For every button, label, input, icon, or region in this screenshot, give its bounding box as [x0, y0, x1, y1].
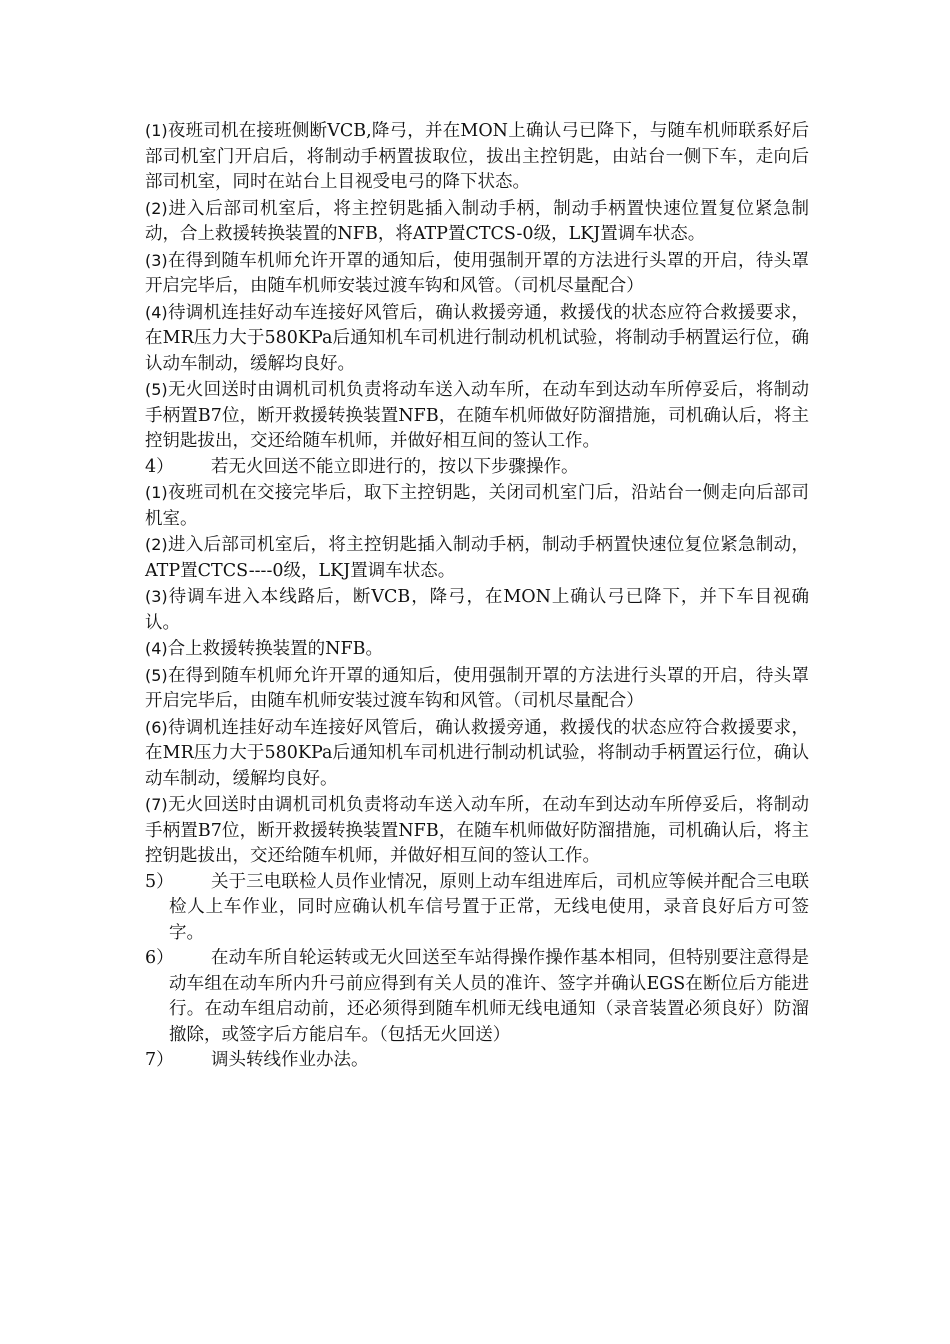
paragraph-text: 待调机连挂好动车连接好风管后，确认救援旁通，救援伐的状态应符合救援要求，在MR压力大于580KPa后通知机车司机进行制动机机试验，将制动手柄置运行位，确认动车制动，缓解均良好。 [145, 302, 809, 374]
paragraph-text: 进入后部司机室后，将主控钥匙插入制动手柄，制动手柄置快速位置复位紧急制动，合上救援转换装置的NFB，将ATP置CTCS-0级，LKJ置调车状态。 [145, 198, 809, 244]
paragraph-number: (2) [145, 535, 168, 554]
list-item-7 [145, 1048, 809, 1074]
paragraph-text: 在得到随车机师允许开罩的通知后，使用强制开罩的方法进行头罩的开启，待头罩开启完毕后，由随车机师安装过渡车钩和风管。（司机尽量配合） [145, 665, 809, 711]
paragraph-4 [145, 300, 809, 378]
paragraph-number: (7) [145, 795, 168, 814]
paragraph-10 [145, 663, 809, 715]
list-item-4 [145, 455, 809, 481]
paragraph-number: (4) [145, 302, 168, 322]
paragraph-2 [145, 196, 809, 248]
document-body [145, 118, 809, 1074]
list-marker: 5） [145, 871, 174, 892]
paragraph-number: (3) [145, 250, 168, 270]
paragraph-text: 夜班司机在接班侧断VCB,降弓，并在MON上确认弓已降下，与随车机师联系好后部司机室门开启后，将制动手柄置拔取位，拔出主控钥匙，由站台一侧下车，走向后部司机室，同时在站台上目视受电弓的降下状态。 [145, 121, 809, 192]
paragraph-7 [145, 532, 809, 584]
paragraph-3 [145, 248, 809, 300]
paragraph-text: 待调机连挂好动车连接好风管后，确认救援旁通，救援伐的状态应符合救援要求，在MR压力大于580KPa后通知机车司机进行制动机试验，将制动手柄置运行位，确认动车制动，缓解均良好。 [145, 717, 809, 789]
list-item-5 [145, 870, 809, 947]
paragraph-number: (6) [145, 717, 168, 737]
list-marker: 6） [145, 948, 174, 968]
paragraph-text: 合上救援转换装置的NFB。 [167, 639, 383, 659]
paragraph-number: (2) [145, 198, 168, 218]
paragraph-number: (1) [145, 121, 168, 140]
paragraph-text: 在得到随车机师允许开罩的通知后，使用强制开罩的方法进行头罩的开启，待头罩开启完毕后，由随车机师安装过渡车钩和风管。（司机尽量配合） [145, 250, 809, 296]
paragraph-12 [145, 792, 809, 870]
paragraph-text: 待调车进入本线路后，断VCB，降弓，在MON上确认弓已降下，并下车目视确认。 [145, 587, 809, 633]
paragraph-9 [145, 636, 809, 663]
paragraph-number: (3) [145, 587, 168, 606]
list-marker: 4） [145, 456, 174, 477]
list-marker: 7） [145, 1050, 174, 1070]
paragraph-number: (5) [145, 665, 168, 685]
paragraph-number: (4) [145, 639, 168, 658]
paragraph-text: 无火回送时由调机司机负责将动车送入动车所，在动车到达动车所停妥后，将制动手柄置B7位，断开救援转换装置NFB，在随车机师做好防溜措施，司机确认后，将主控钥匙拔出，交还给随车机师，并做好相互间的签认工作。 [145, 795, 809, 866]
paragraph-5 [145, 377, 809, 455]
list-item-6 [145, 946, 809, 1048]
paragraph-text: 进入后部司机室后，将主控钥匙插入制动手柄，制动手柄置快速位复位紧急制动，ATP置CTCS----0级，LKJ置调车状态。 [145, 535, 809, 581]
list-item-text: 调头转线作业办法。 [211, 1050, 369, 1070]
paragraph-number: (5) [145, 380, 168, 399]
list-item-text: 关于三电联检人员作业情况，原则上动车组进库后，司机应等候并配合三电联检人上车作业，同时应确认机车信号置于正常，无线电使用，录音良好后方可签字。 [169, 871, 809, 943]
paragraph-8 [145, 584, 809, 636]
paragraph-6 [145, 480, 809, 532]
paragraph-1 [145, 118, 809, 196]
paragraph-number: (1) [145, 483, 168, 502]
paragraph-text: 夜班司机在交接完毕后，取下主控钥匙，关闭司机室门后，沿站台一侧走向后部司机室。 [145, 483, 809, 529]
paragraph-11 [145, 715, 809, 793]
list-item-text: 若无火回送不能立即进行的，按以下步骤操作。 [211, 456, 579, 477]
list-item-text: 在动车所自轮运转或无火回送至车站得操作操作基本相同，但特别要注意得是动车组在动车所内升弓前应得到有关人员的准许、签字并确认EGS在断位后方能进行。在动车组启动前，还必须得到随车机师无线电通知（录音装置必须良好）防溜撤除，或签字后方能启车。（包括无火回送） [169, 948, 809, 1045]
paragraph-text: 无火回送时由调机司机负责将动车送入动车所，在动车到达动车所停妥后，将制动手柄置B7位，断开救援转换装置NFB，在随车机师做好防溜措施，司机确认后，将主控钥匙拔出，交还给随车机师，并做好相互间的签认工作。 [145, 380, 809, 451]
